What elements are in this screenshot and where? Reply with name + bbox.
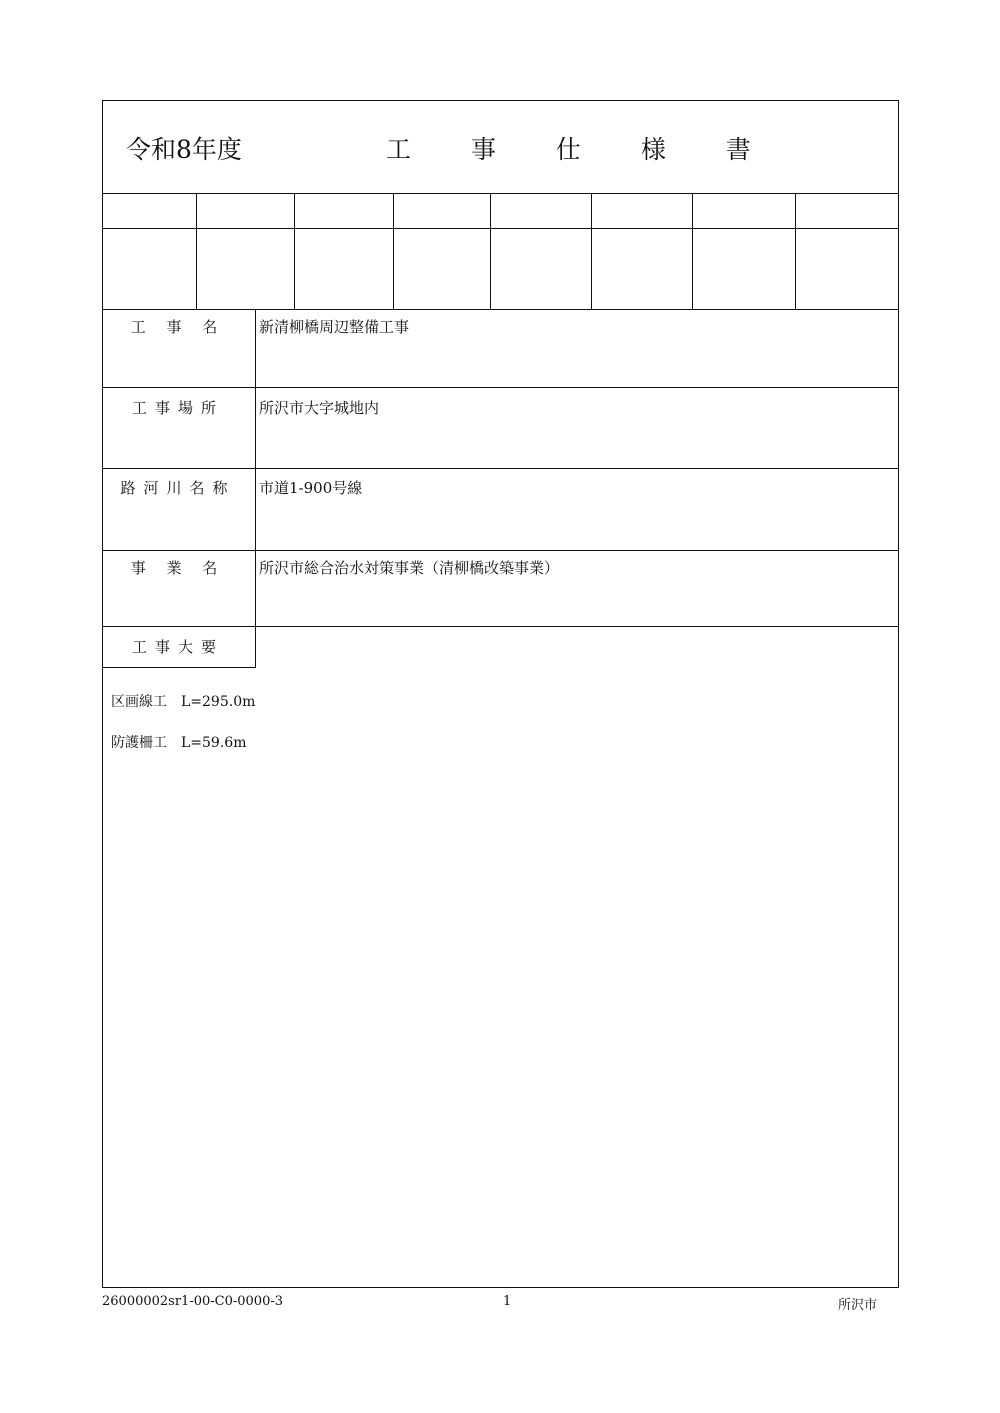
page-number: 1 bbox=[503, 1294, 512, 1309]
field-label-work-location: 工事場所 bbox=[131, 399, 224, 417]
label-column-divider bbox=[255, 309, 256, 667]
field-label-work-summary: 工事大要 bbox=[131, 638, 224, 656]
row-divider bbox=[102, 387, 899, 388]
organization-name: 所沢市 bbox=[838, 1298, 878, 1313]
field-label-project-name: 事 業 名 bbox=[130, 559, 226, 577]
stamp-grid-col-line bbox=[591, 193, 592, 309]
summary-label-bottom-line bbox=[102, 667, 256, 668]
summary-line: 区画線工 L=295.0m bbox=[111, 694, 256, 710]
field-value-work-location: 所沢市大字城地内 bbox=[259, 399, 380, 417]
stamp-grid-col-line bbox=[692, 193, 693, 309]
field-label-road-river-name: 路河川名称 bbox=[120, 479, 236, 497]
field-label-work-name: 工 事 名 bbox=[130, 318, 226, 336]
document-title: 工 事 仕 様 書 bbox=[386, 135, 777, 164]
stamp-grid-col-line bbox=[294, 193, 295, 309]
stamp-grid-col-line bbox=[795, 193, 796, 309]
row-divider bbox=[102, 626, 899, 627]
fiscal-year: 令和8年度 bbox=[126, 135, 242, 164]
row-divider bbox=[102, 550, 899, 551]
stamp-grid-mid-line bbox=[102, 228, 899, 229]
row-divider bbox=[102, 468, 899, 469]
field-value-project-name: 所沢市総合治水対策事業（清柳橋改築事業） bbox=[259, 559, 560, 577]
field-value-work-name: 新清柳橋周辺整備工事 bbox=[259, 318, 410, 336]
document-code: 26000002sr1-00-C0-0000-3 bbox=[102, 1294, 284, 1309]
stamp-grid-bottom-line bbox=[102, 309, 899, 310]
stamp-grid-col-line bbox=[490, 193, 491, 309]
stamp-grid-col-line bbox=[393, 193, 394, 309]
field-value-road-river-name: 市道1-900号線 bbox=[259, 479, 363, 497]
stamp-grid-top-line bbox=[102, 193, 899, 194]
summary-line: 防護柵工 L=59.6m bbox=[111, 735, 247, 751]
stamp-grid-col-line bbox=[196, 193, 197, 309]
